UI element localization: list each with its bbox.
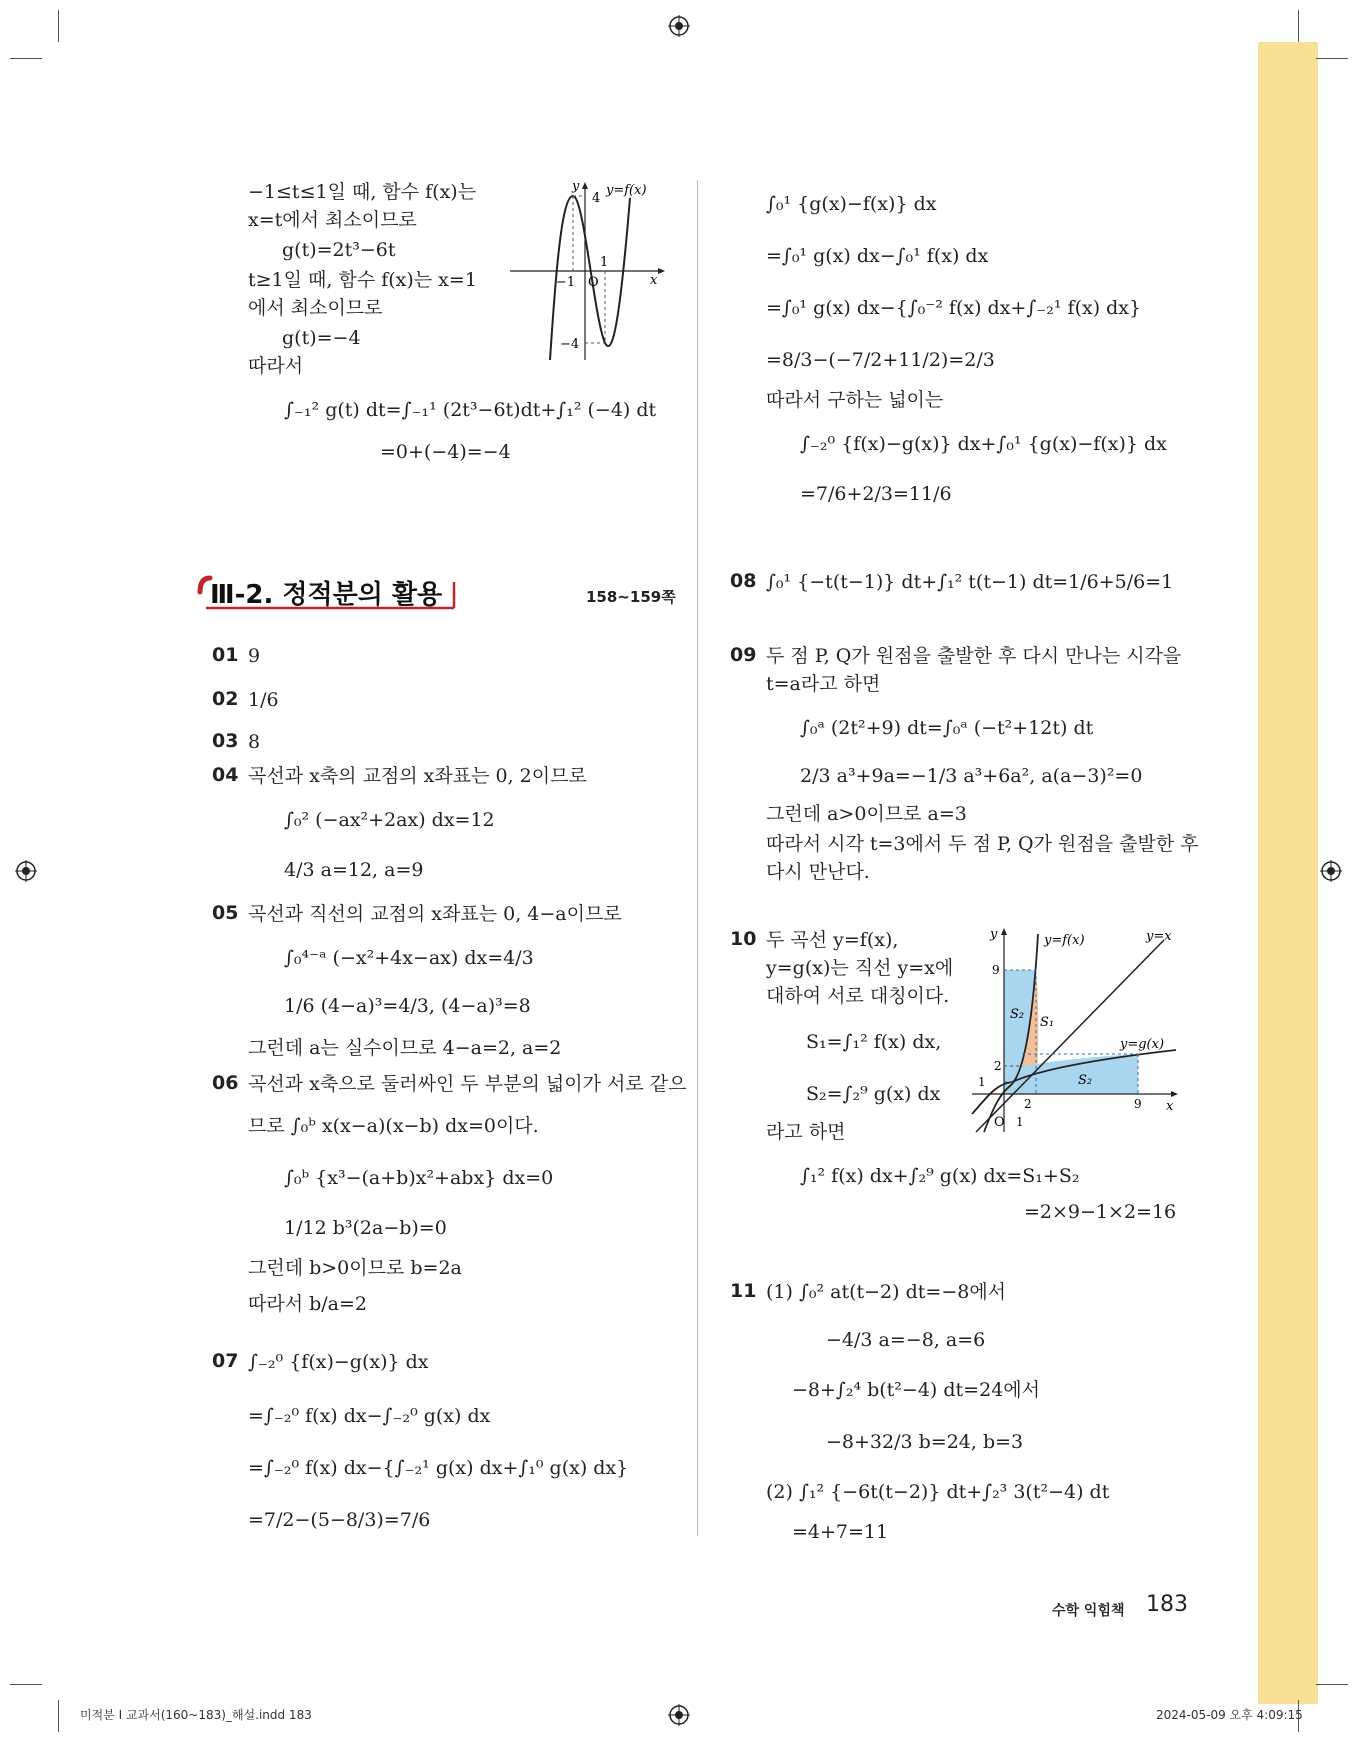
tick-label: 1 (1016, 1115, 1024, 1129)
equation-line: −8+32/3 b=24, b=3 (826, 1431, 1024, 1453)
text-line: 그런데 a>0이므로 a=3 (766, 803, 967, 825)
crop-mark (10, 58, 42, 59)
text-line: g(t)=−4 (282, 327, 361, 349)
text-line: 두 점 P, Q가 원점을 출발한 후 다시 만나는 시각을 (766, 645, 1182, 667)
equation-line: =∫₀¹ g(x) dx−∫₀¹ f(x) dx (766, 245, 989, 267)
equation-line: ∫₋₂⁰ {f(x)−g(x)} dx (248, 1351, 429, 1373)
text-line: 므로 ∫₀ᵇ x(x−a)(x−b) dx=0이다. (248, 1115, 539, 1137)
axis-label-x: x (1166, 1099, 1174, 1114)
equation-line: ∫₋₂⁰ {f(x)−g(x)} dx+∫₀¹ {g(x)−f(x)} dx (800, 433, 1167, 455)
item-number: 01 (212, 644, 239, 666)
item-number: 05 (212, 902, 239, 924)
equation-line: =2×9−1×2=16 (1024, 1201, 1177, 1223)
equation-line: ∫₀¹ {g(x)−f(x)} dx (766, 193, 937, 215)
text-line: t≥1일 때, 함수 f(x)는 x=1 (248, 269, 477, 291)
crop-mark (10, 1684, 42, 1685)
equation-line: ∫₀¹ {−t(t−1)} dt+∫₁² t(t−1) dt=1/6+5/6=1 (766, 571, 1174, 593)
origin-label: O (994, 1115, 1005, 1130)
text-line: t=a라고 하면 (766, 673, 881, 695)
curve-label: y=g(x) (1120, 1037, 1165, 1052)
symmetric-curves-graph (970, 926, 1184, 1134)
section-title: Ⅲ-2. 정적분의 활용 (210, 580, 443, 610)
text-line: y=g(x)는 직선 y=x에 (766, 957, 954, 979)
equation-line: S₁=∫₁² f(x) dx, (806, 1031, 942, 1053)
item-number: 02 (212, 688, 239, 710)
equation-line: ∫₀⁴⁻ᵃ (−x²+4x−ax) dx=4/3 (284, 947, 534, 969)
section-header (200, 570, 462, 614)
equation-line: =8/3−(−7/2+11/2)=2/3 (766, 349, 995, 371)
crop-mark (1298, 10, 1299, 42)
answer-text: 1/6 (248, 689, 279, 711)
tick-label: 1 (978, 1075, 986, 1089)
equation-line: −8+∫₂⁴ b(t²−4) dt=24에서 (792, 1379, 1040, 1401)
item-number: 03 (212, 730, 239, 752)
text-line: 에서 최소이므로 (248, 297, 383, 319)
text-line: 곡선과 x축으로 둘러싸인 두 부분의 넓이가 서로 같으 (248, 1073, 687, 1095)
registration-mark-icon (668, 15, 690, 37)
equation-line: −4/3 a=−8, a=6 (826, 1329, 986, 1351)
tick-label: −1 (556, 275, 576, 290)
equation-line: (1) ∫₀² at(t−2) dt=−8에서 (766, 1281, 1007, 1303)
equation-line: =∫₋₂⁰ f(x) dx−{∫₋₂¹ g(x) dx+∫₁⁰ g(x) dx} (248, 1457, 629, 1479)
tick-label: 2 (994, 1059, 1002, 1073)
equation-line: ∫₋₁² g(t) dt=∫₋₁¹ (2t³−6t)dt+∫₁² (−4) dt (284, 399, 657, 421)
text-line: 따라서 (248, 355, 304, 377)
section-pages: 158~159쪽 (586, 588, 676, 606)
registration-mark-icon (15, 860, 37, 882)
item-number: 06 (212, 1072, 239, 1094)
item-number: 04 (212, 764, 239, 786)
equation-line: S₂=∫₂⁹ g(x) dx (806, 1083, 941, 1105)
line-label: y=x (1146, 929, 1172, 944)
column-divider (697, 180, 698, 1536)
equation-line: ∫₀² (−ax²+2ax) dx=12 (284, 809, 495, 831)
file-info: 미적분 I 교과서(160~183)_해설.indd 183 (80, 1708, 312, 1722)
text-line: 그런데 a는 실수이므로 4−a=2, a=2 (248, 1037, 562, 1059)
item-number: 11 (730, 1280, 757, 1302)
axis-label-x: x (650, 273, 658, 288)
text-line: 라고 하면 (766, 1121, 846, 1143)
cubic-graph (510, 178, 670, 363)
tick-label: 1 (600, 255, 609, 270)
text-line: 곡선과 직선의 교점의 x좌표는 0, 4−a이므로 (248, 903, 622, 925)
tick-label: 9 (1134, 1097, 1142, 1111)
text-line: −1≤t≤1일 때, 함수 f(x)는 (248, 181, 477, 203)
equation-line: 4/3 a=12, a=9 (284, 859, 424, 881)
registration-mark-icon (1320, 860, 1342, 882)
region-label-s1: S₁ (1040, 1015, 1055, 1030)
timestamp: 2024-05-09 오후 4:09:15 (1156, 1708, 1303, 1722)
page-number: 183 (1146, 1592, 1188, 1617)
equation-line: =7/6+2/3=11/6 (800, 483, 952, 505)
accent-sidebar (1258, 42, 1318, 1704)
item-number: 08 (730, 570, 757, 592)
crop-mark (58, 1700, 59, 1732)
item-number: 09 (730, 644, 757, 666)
crop-mark (1316, 58, 1348, 59)
tick-label: 4 (592, 191, 601, 206)
equation-line: 2/3 a³+9a=−1/3 a³+6a², a(a−3)²=0 (800, 765, 1143, 787)
crop-mark (1316, 1684, 1348, 1685)
equation-line: ∫₀ᵃ (2t²+9) dt=∫₀ᵃ (−t²+12t) dt (800, 717, 1094, 739)
text-line: 대하여 서로 대칭이다. (766, 985, 950, 1007)
equation-line: =0+(−4)=−4 (380, 441, 511, 463)
text-line: x=t에서 최소이므로 (248, 209, 417, 231)
equation-line: (2) ∫₁² {−6t(t−2)} dt+∫₂³ 3(t²−4) dt (766, 1481, 1110, 1503)
region-label-s2: S₂ (1078, 1073, 1093, 1088)
equation-line: 1/6 (4−a)³=4/3, (4−a)³=8 (284, 995, 531, 1017)
answer-text: 9 (248, 645, 261, 667)
equation-line: =∫₋₂⁰ f(x) dx−∫₋₂⁰ g(x) dx (248, 1405, 491, 1427)
axis-label-y: y (572, 179, 580, 194)
text-line: 따라서 시각 t=3에서 두 점 P, Q가 원점을 출발한 후 (766, 833, 1199, 855)
curve-label: y=f(x) (606, 183, 647, 198)
equation-line: =∫₀¹ g(x) dx−{∫₀⁻² f(x) dx+∫₋₂¹ f(x) dx} (766, 297, 1142, 319)
tick-label: 9 (992, 963, 1000, 977)
axis-label-y: y (990, 927, 998, 942)
curve-label: y=f(x) (1044, 933, 1085, 948)
text-line: 따라서 구하는 넓이는 (766, 389, 944, 411)
text-line: 따라서 b/a=2 (248, 1293, 368, 1315)
answer-text: 8 (248, 731, 261, 753)
text-line: 두 곡선 y=f(x), (766, 929, 899, 951)
equation-line: 1/12 b³(2a−b)=0 (284, 1217, 447, 1239)
equation-line: ∫₁² f(x) dx+∫₂⁹ g(x) dx=S₁+S₂ (800, 1165, 1080, 1187)
text-line: 그런데 b>0이므로 b=2a (248, 1257, 462, 1279)
equation-line: =7/2−(5−8/3)=7/6 (248, 1509, 431, 1531)
crop-mark (58, 10, 59, 42)
tick-label: −4 (560, 337, 580, 352)
text-line: g(t)=2t³−6t (282, 239, 396, 261)
item-number: 10 (730, 928, 757, 950)
origin-label: O (588, 275, 599, 290)
text-line: 다시 만난다. (766, 861, 870, 883)
book-label: 수학 익힘책 (1052, 1603, 1125, 1619)
equation-line: ∫₀ᵇ {x³−(a+b)x²+abx} dx=0 (284, 1167, 554, 1189)
text-line: 곡선과 x축의 교점의 x좌표는 0, 2이므로 (248, 765, 587, 787)
registration-mark-icon (668, 1704, 690, 1726)
region-label-s2: S₂ (1010, 1007, 1025, 1022)
equation-line: =4+7=11 (792, 1521, 889, 1543)
tick-label: 2 (1024, 1097, 1032, 1111)
item-number: 07 (212, 1350, 239, 1372)
